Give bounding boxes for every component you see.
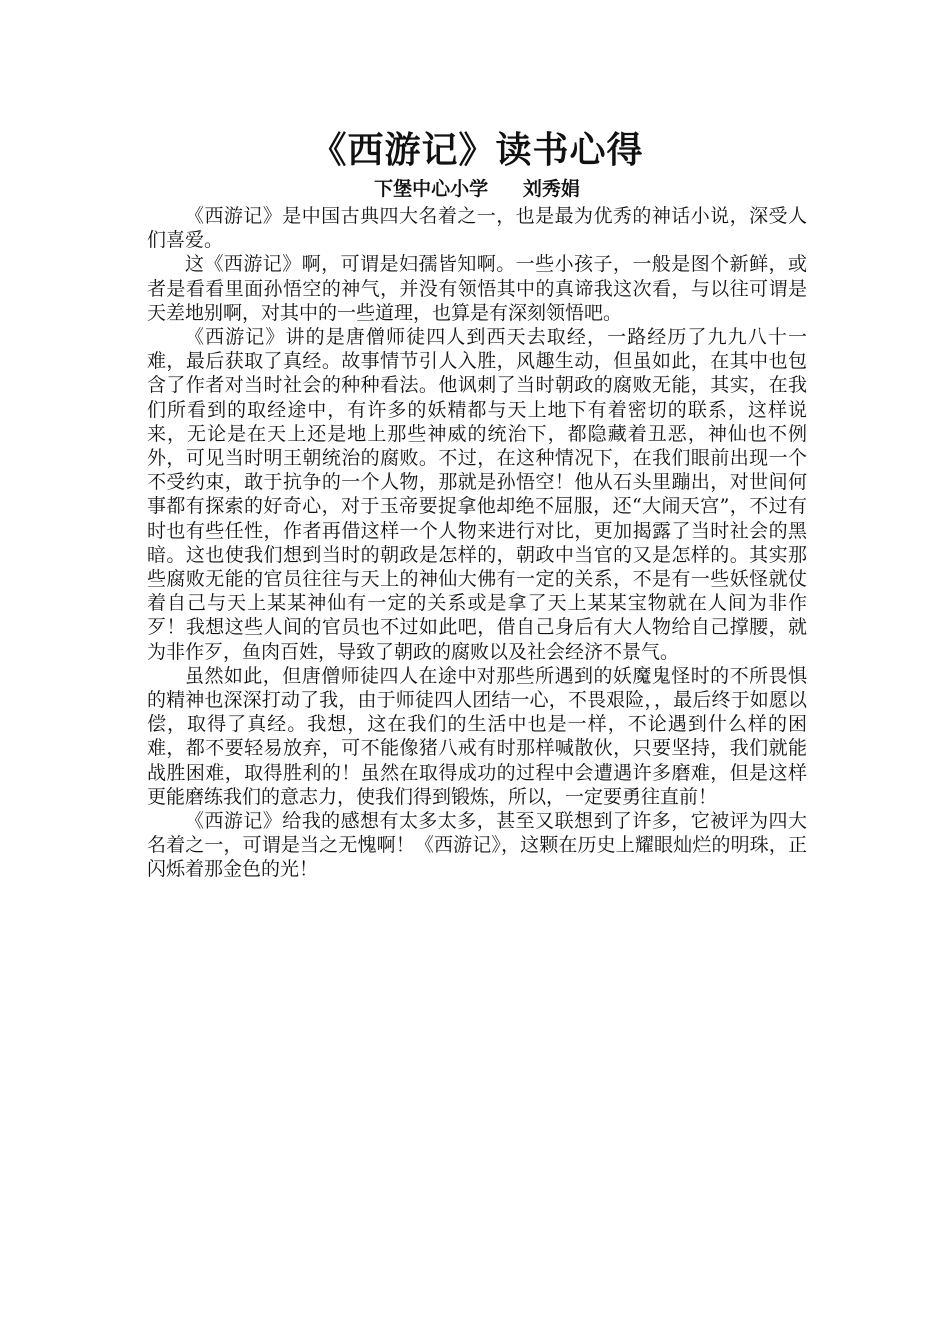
school-name: 下堡中心小学 xyxy=(374,178,489,200)
paragraph-3: 《西游记》讲的是唐僧师徒四人到西天去取经，一路经历了九九八十一难，最后获取了真经。故事情节引人入胜，风趣生动，但虽如此，在其中也包含了作者对当时社会的种种看法。他讽刺了当时朝政的腐败无能，其实，在我们所看到的取经途中，有许多的妖精都与天上地下有着密切的联系，这样说来，无论是在天上还是地上那些神威的统治下，都隐藏着丑恶，神仙也不例外，可见当时明王朝统治的腐败。不过，在这种情况下，在我们眼前出现一个不受约束，敢于抗争的一个人物，那就是孙悟空！他从石头里蹦出，对世间何事都有探索的好奇心，对于玉帝要捉拿他却绝不屈服，还“大闹天宫”，不过有时也有些任性，作者再借这样一个人物来进行对比，更加揭露了当时社会的黑暗。这也使我们想到当时的朝政是怎样的，朝政中当官的又是怎样的。其实那些腐败无能的官员往往与天上的神仙大佛有一定的关系，不是有一些妖怪就仗着自己与天上某某神仙有一定的关系或是拿了天上某某宝物就在人间为非作歹！我想这些人间的官员也不过如此吧，借自己身后有大人物给自己撑腰，就为非作歹，鱼肉百姓，导致了朝政的腐败以及社会经济不景气。 xyxy=(147,326,807,663)
byline xyxy=(147,174,807,204)
paragraph-1: 《西游记》是中国古典四大名着之一，也是最为优秀的神话小说，深受人们喜爱。 xyxy=(147,205,807,252)
paragraph-5: 《西游记》给我的感想有太多太多，甚至又联想到了许多，它被评为四大名着之一，可谓是当之无愧啊！《西游记》，这颗在历史上耀眼灿烂的明珠，正闪烁着那金色的光！ xyxy=(147,810,807,881)
paragraph-4: 虽然如此，但唐僧师徒四人在途中对那些所遇到的妖魔鬼怪时的不所畏惧的精神也深深打动了我，由于师徒四人团结一心，不畏艰险，，最后终于如愿以偿，取得了真经。我想，这在我们的生活中也是一样，不论遇到什么样的困难，都不要轻易放弃，可不能像猪八戒有时那样喊散伙，只要坚持，我们就能战胜困难，取得胜利的！虽然在取得成功的过程中会遭遇许多磨难，但是这样更能磨练我们的意志力，使我们得到锻炼，所以，一定要勇往直前！ xyxy=(147,664,807,808)
document-body xyxy=(147,128,807,882)
document-title: 《西游记》读书心得 xyxy=(310,130,644,171)
paragraph-2: 这《西游记》啊，可谓是妇孺皆知啊。一些小孩子，一般是图个新鲜，或者是看看里面孙悟空的神气，并没有领悟其中的真谛我这次看，与以往可谓是天差地别啊，对其中的一些道理，也算是有深刻领悟吧。 xyxy=(147,253,807,324)
author-name: 刘秀娟 xyxy=(522,178,580,200)
